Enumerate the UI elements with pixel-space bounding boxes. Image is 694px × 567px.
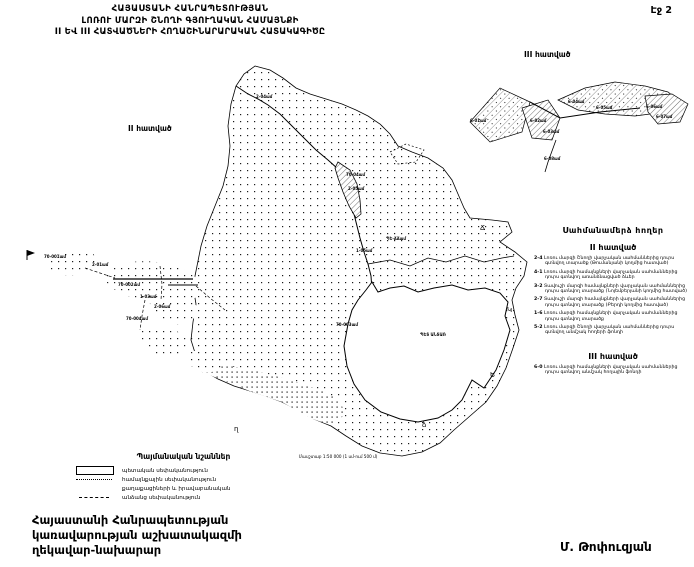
item-text: Լոռու մարզի Շնողի վարչական սահմաններից դուրս գտնվող անմշակ հողերի ֆոնդի [543,325,675,336]
adjacency-letter-right: Կ [507,306,513,314]
item-code: 2-4 [534,256,543,261]
document-title [0,4,380,39]
parcel-label: 2-05ամ [348,186,365,191]
inset-parcel-label: 6-07ամ [656,114,673,119]
parcel-label: 2-04ամ [256,94,273,99]
adjacency-letter-top: Ճ [480,224,486,232]
parcel-label: ՊԵ-ՃՃամ [386,236,407,241]
adjacency-letter-bottom-mid: ձ [422,421,427,429]
item-text: Լոռու մարզի համայնքների վարչական սահմաններից դուրս գտնվող տարածք [543,311,678,322]
parcel-label: 70-002ամ [118,282,140,287]
legend-label: պետական սեփականություն [122,467,208,474]
west-dashed-4 [140,300,145,330]
west-parcel-3 [150,297,198,325]
legend-row-state-property [76,466,291,475]
west-flag-marker [27,250,35,260]
legend-row-citizens-legal [76,484,291,493]
border-legend-section3-subheader: III հատված [588,351,638,361]
parcel-label: 70-004ամ [126,316,148,321]
inset-parcel-label: 6-05ամ [596,105,613,110]
item-code: 3-2 [534,283,543,289]
parcel-label: 2-01ամ [92,262,109,267]
item-text: Տավուշի մարզի համայնքների վարչական սահմաններից դուրս գտնվող տարածք (Բերդի կողմից հատված) [543,297,686,308]
page-number: Էջ 2 [650,5,672,16]
parcel-label: 70-001ամ [44,254,66,259]
adjacency-letter-bottom-left: ղ [234,425,239,433]
inset-parcel-4 [645,94,688,124]
border-lands-legend [534,226,692,379]
footer-line-2: կառավարության աշխատակազմի [32,528,242,542]
border-legend-item [534,256,692,267]
west-parcel-4 [140,327,188,358]
inset-parcel-label: 6-04ամ [568,99,585,104]
inset-parcel-label: 6-03ամ [543,129,560,134]
signs-legend-header: Պայմանական նշաններ [136,452,231,461]
border-legend-item [534,284,692,295]
section3-inset-label: III հատված [524,50,571,59]
parcel-label: 70-003ամ [336,322,358,327]
legend-row-persons-property [76,493,291,502]
legend-row-community-property [76,475,291,484]
legend-label: համայնքային սեփականություն [122,476,217,483]
border-legend-item [534,270,692,281]
border-legend-item [534,365,692,376]
section3-inset [470,82,688,172]
scale-note: Մասշտաբ 1:50 000 (1 սմ-ում 500 մ) [298,454,378,459]
inset-parcel-1 [470,88,530,142]
title-line-2: ԼՈՌՈՒ ՄԱՐԶԻ ՇՆՈՂԻ ԳՅՈՒՂԱԿԱՆ ՀԱՄԱՅՆՔԻ [81,15,299,26]
persons-property-swatch-icon [76,497,116,498]
inset-parcel-label: 6-08ամ [544,156,561,161]
conventional-signs-legend [76,452,291,502]
inset-parcel-label: 6-02ամ [530,118,547,123]
footer-line-3: ղեկավար-նախարար [32,543,162,557]
footer-line-1: Հայաստանի Հանրապետության [32,513,229,527]
item-text: Տավուշի մարզի համայնքների վարչական սահմաններից դուրս գտնվող տարածք (Նոյեմբերյանի կողմից հատված) [543,283,687,295]
border-legend-item [534,325,692,336]
footer-signatory-title [32,513,242,558]
border-legend-item [534,311,692,322]
border-legend-header: Սահմանամերձ հողեր [562,226,664,235]
state-forest-label: ՊԵՏ ԱՆՏԱՌ [420,332,446,337]
state-property-swatch-icon [76,466,116,475]
inset-parcel-label: 6-01ամ [470,118,487,123]
parcel-label: 2-06ամ [154,304,171,309]
title-line-3: II ԵՎ III ՀԱՏՎԱԾՆԵՐԻ ՀՈՂԱՇԻՆԱՐԱՐԱԿԱՆ ՀԱՏԱԿԱԳԻԾԸ [54,27,326,37]
legend-label: անձանց սեփականություն [122,494,201,501]
parcel-label: 1-03ամ [140,294,157,299]
parcel-label: 70-04ամ [346,172,366,177]
signatory-name: Մ. Թոփուզյան [560,540,652,554]
parcel-label: 1-05ամ [356,248,373,253]
item-code: 5-2 [534,325,543,331]
item-code: 2-7 [534,297,543,303]
adjacency-letter-lower-right: Ե [490,371,496,379]
section2-map-label: II հատված [128,124,172,133]
item-code: 6-0 [534,364,543,370]
community-property-swatch-icon [76,479,116,480]
legend-label: քաղաքացիների և իրավաբանական [122,485,231,492]
item-code: 4-1 [534,269,543,275]
border-legend-section2-subheader: II հատված [589,243,637,252]
item-text: Լոռու մարզի համայնքների վարչական սահմաններից դուրս գտնվող առանձնացված ձևեր [543,269,678,281]
inset-parcel-label: 6-06ամ [646,104,663,109]
title-line-1: ՀԱՅԱՍՏԱՆԻ ՀԱՆՐԱՊԵՏՈՒԹՅԱՆ [111,4,269,14]
item-text: Լոռու մարզի համայնքների վարչական սահմաններից դուրս գտնվող անմշակ հողային ֆոնդի [543,364,678,376]
item-code: 1-6 [534,311,543,317]
border-legend-item [534,297,692,308]
item-text: Լոռու մարզի Շնողի վարչական սահմաններից դուրս գտնվող տարածք (Թումանյանի կողմից հատված) [543,256,675,267]
